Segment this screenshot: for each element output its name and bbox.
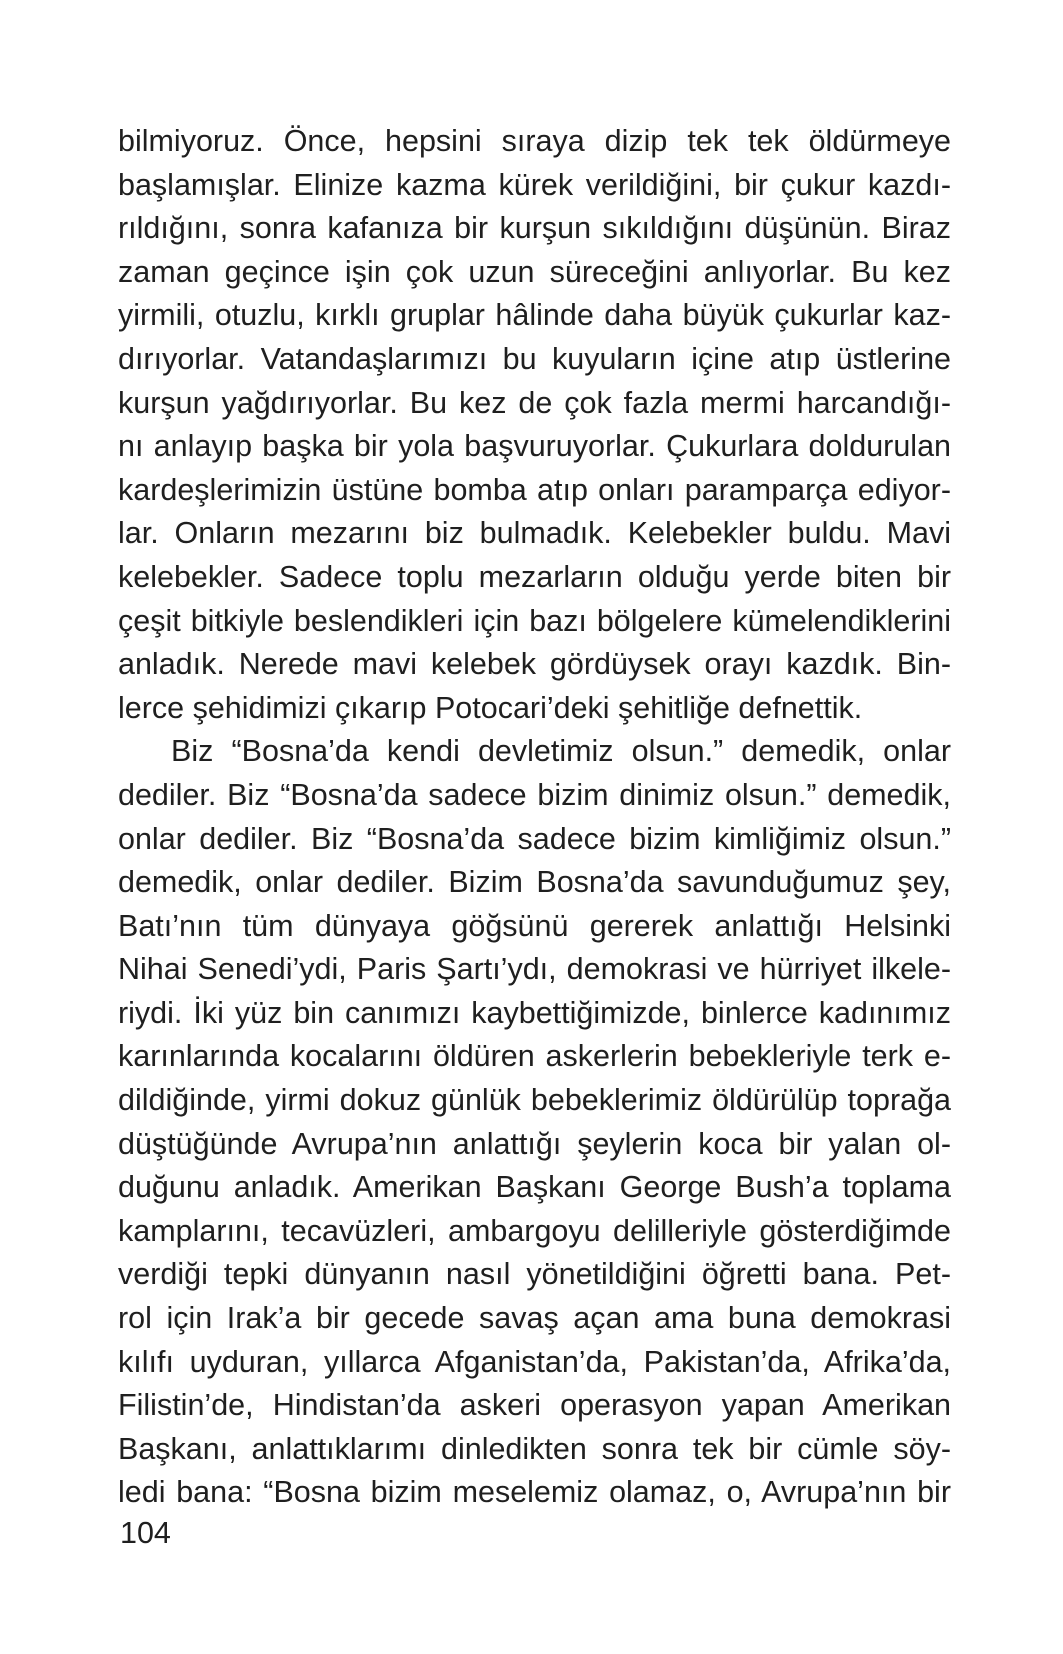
text-line: çeşit bitkiyle beslendikleri için bazı bölgelere kümelendiklerini (118, 603, 951, 638)
text-line: demedik, onlar dediler. Bizim Bosna’da savunduğumuz şey, (118, 865, 951, 900)
text-line: anladık. Nerede mavi kelebek gördüysek orayı kazdık. Bin- (118, 647, 951, 682)
page-body (118, 120, 951, 1515)
text-line: kardeşlerimizin üstüne bomba atıp onları paramparça ediyor- (118, 472, 951, 507)
text-line: kılıfı uyduran, yıllarca Afganistan’da, Pakistan’da, Afrika’da, (118, 1344, 951, 1379)
text-line: onlar dediler. Biz “Bosna’da sadece bizim kimliğimiz olsun.” (118, 821, 951, 856)
text-line: Biz “Bosna’da kendi devletimiz olsun.” demedik, onlar (171, 734, 951, 769)
text-line: kurşun yağdırıyorlar. Bu kez de çok fazla mermi harcandığı- (118, 385, 951, 420)
text-line: Başkanı, anlattıklarımı dinledikten sonra tek bir cümle söy- (118, 1431, 951, 1466)
paragraph-1 (118, 120, 951, 730)
text-line: Batı’nın tüm dünyaya göğsünü gererek anlattığı Helsinki (118, 908, 951, 943)
text-line: verdiği tepki dünyanın nasıl yönetildiğini öğretti bana. Pet- (118, 1257, 951, 1292)
text-line: nı anlayıp başka bir yola başvuruyorlar. Çukurlara doldurulan (118, 429, 951, 464)
text-line: ledi bana: “Bosna bizim meselemiz olamaz, o, Avrupa’nın bir (118, 1475, 951, 1510)
text-line: kamplarını, tecavüzleri, ambargoyu delilleriyle gösterdiğimde (118, 1213, 951, 1248)
text-line: rıldığını, sonra kafanıza bir kurşun sıkıldığını düşünün. Biraz (118, 211, 951, 246)
text-line: dildiğinde, yirmi dokuz günlük bebeklerimiz öldürülüp toprağa (118, 1083, 951, 1118)
text-line: zaman geçince işin çok uzun süreceğini anlıyorlar. Bu kez (118, 254, 951, 289)
text-line: dediler. Biz “Bosna’da sadece bizim dinimiz olsun.” demedik, (118, 777, 951, 812)
text-line: düştüğünde Avrupa’nın anlattığı şeylerin koca bir yalan ol- (118, 1126, 951, 1161)
text-line: Filistin’de, Hindistan’da askeri operasyon yapan Amerikan (118, 1388, 951, 1423)
text-line: kelebekler. Sadece toplu mezarların olduğu yerde biten bir (118, 559, 951, 594)
text-line: bilmiyoruz. Önce, hepsini sıraya dizip tek tek öldürmeye (118, 124, 951, 158)
text-line: lerce şehidimizi çıkarıp Potocari’deki şehitliğe defnettik. (118, 690, 863, 725)
paragraph-2 (118, 730, 951, 1515)
text-line: lar. Onların mezarını biz bulmadık. Kelebekler buldu. Mavi (118, 516, 951, 551)
text-line: riydi. İki yüz bin canımızı kaybettiğimizde, binlerce kadınımız (118, 995, 951, 1030)
text-line: Nihai Senedi’ydi, Paris Şartı’ydı, demokrasi ve hürriyet ilkele- (118, 952, 951, 987)
text-line: duğunu anladık. Amerikan Başkanı George Bush’a toplama (118, 1170, 951, 1205)
page-number: 104 (120, 1516, 171, 1550)
text-line: dırıyorlar. Vatandaşlarımızı bu kuyuların içine atıp üstlerine (118, 341, 951, 376)
text-line: karınlarında kocalarını öldüren askerlerin bebekleriyle terk e- (118, 1039, 951, 1074)
text-line: başlamışlar. Elinize kazma kürek verildiğini, bir çukur kazdı- (118, 167, 951, 202)
text-line: rol için Irak’a bir gecede savaş açan ama buna demokrasi (118, 1301, 951, 1336)
text-line: yirmili, otuzlu, kırklı gruplar hâlinde daha büyük çukurlar kaz- (118, 298, 951, 333)
